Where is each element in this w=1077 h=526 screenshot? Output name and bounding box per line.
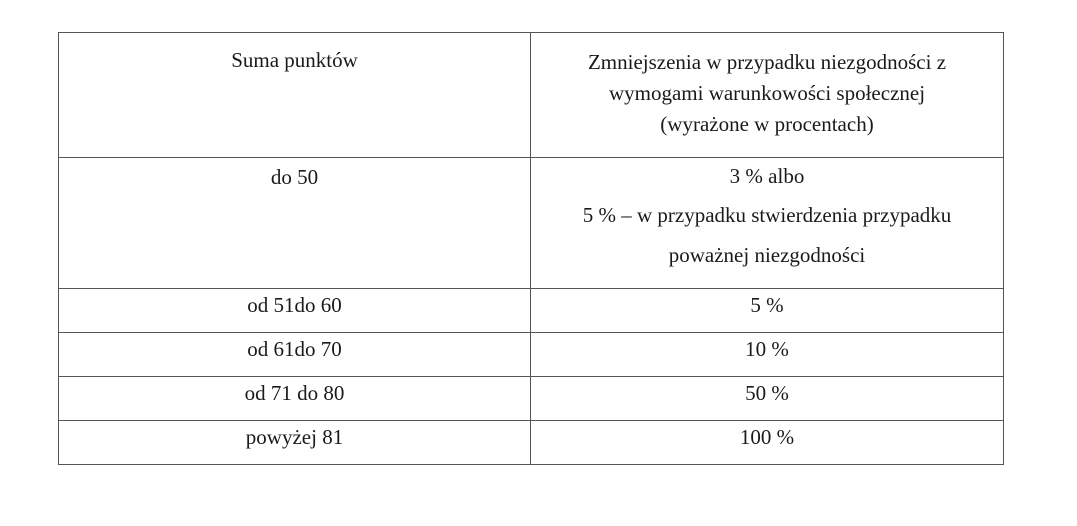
reduction-cell — [531, 333, 1004, 377]
reductions-table — [58, 32, 1004, 465]
reduction-value: 50 % — [745, 381, 789, 405]
table-row — [59, 333, 1004, 377]
reduction-value-line2: 5 % – w przypadku stwierdzenia przypadku — [582, 203, 952, 227]
header-reductions-line1: Zmniejszenia w przypadku niezgodności z — [587, 50, 947, 74]
points-cell — [59, 333, 531, 377]
table-row — [59, 421, 1004, 465]
header-reductions-line3: (wyrażone w procentach) — [660, 112, 874, 136]
header-points — [59, 33, 531, 158]
table-row — [59, 289, 1004, 333]
points-value: od 51do 60 — [247, 293, 342, 317]
header-reductions — [531, 33, 1004, 158]
table-row — [59, 158, 1004, 289]
reduction-value-line1: 3 % albo — [729, 164, 805, 188]
points-value: od 61do 70 — [247, 337, 342, 361]
reduction-cell — [531, 289, 1004, 333]
reduction-value: 100 % — [739, 425, 795, 449]
points-value: powyżej 81 — [245, 425, 344, 449]
table-row — [59, 377, 1004, 421]
reduction-cell — [531, 158, 1004, 289]
points-cell — [59, 158, 531, 289]
reduction-cell — [531, 421, 1004, 465]
table-header-row — [59, 33, 1004, 158]
points-cell — [59, 377, 531, 421]
header-points-label: Suma punktów — [231, 48, 358, 72]
points-value: od 71 do 80 — [244, 381, 345, 405]
reduction-value: 10 % — [745, 337, 789, 361]
header-reductions-line2: wymogami warunkowości społecznej — [608, 81, 926, 105]
points-value: do 50 — [270, 165, 319, 189]
points-cell — [59, 289, 531, 333]
points-cell — [59, 421, 531, 465]
reduction-value: 5 % — [750, 293, 784, 317]
reduction-value-line3: poważnej niezgodności — [668, 243, 866, 267]
reduction-cell — [531, 377, 1004, 421]
